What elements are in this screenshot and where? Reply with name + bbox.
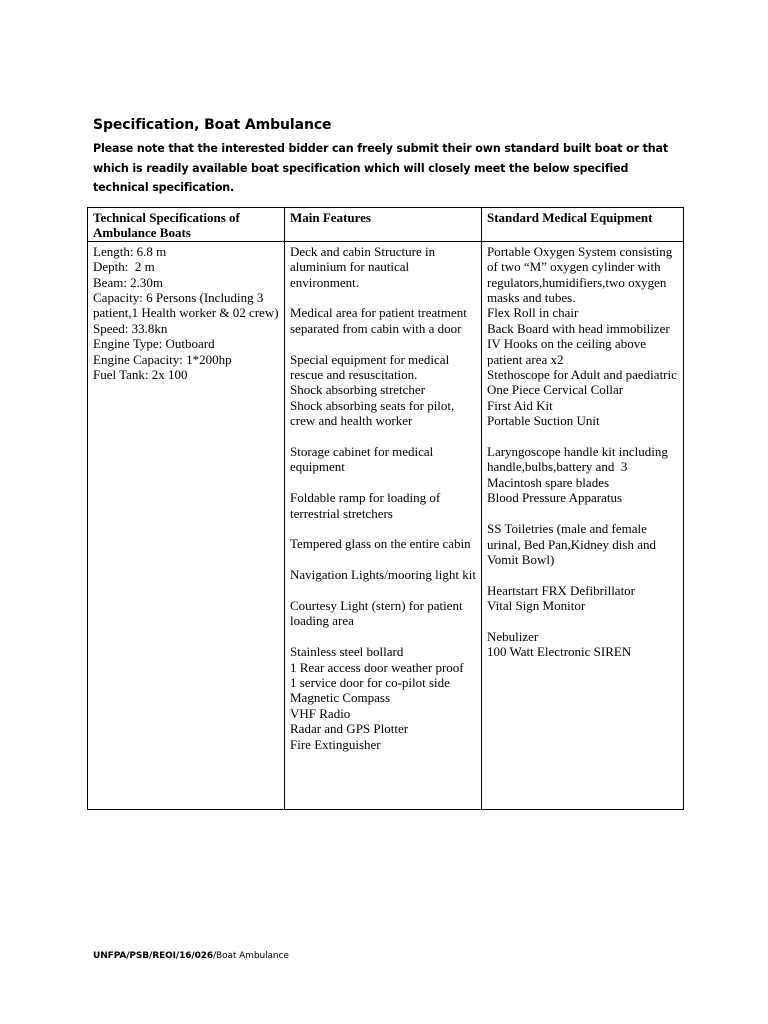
equipment-line: IV Hooks on the ceiling above patient area x2 <box>487 336 650 367</box>
spec-line: Beam: 2.30m <box>93 274 164 290</box>
blank-line <box>290 290 476 305</box>
equipment-line: Flex Roll in chair <box>487 305 579 321</box>
spec-line: Depth: 2 m <box>93 259 155 275</box>
equipment-line: First Aid Kit <box>487 397 553 413</box>
blank-line <box>487 614 678 629</box>
spec-line: Capacity: 6 Persons (Including 3 patient,1 Health worker & 02 crew) <box>93 290 279 321</box>
feature-line: Courtesy Light (stern) for patient loading area <box>290 598 466 629</box>
spec-line: Speed: 33.8kn <box>93 320 168 336</box>
header-standard-medical-equipment: Standard Medical Equipment <box>482 208 684 242</box>
blank-line <box>290 429 476 444</box>
footer-reference: UNFPA/PSB/REOI/16/026 <box>93 951 214 961</box>
feature-line: Tempered glass on the entire cabin <box>290 536 471 552</box>
blank-line <box>487 429 678 444</box>
feature-line: Navigation Lights/mooring light kit <box>290 567 476 583</box>
header-main-features: Main Features <box>285 208 482 242</box>
table-row <box>88 241 684 809</box>
spec-line: Engine Capacity: 1*200hp <box>93 351 232 367</box>
header-technical-specifications: Technical Specifications of Ambulance Boats <box>88 208 285 242</box>
page-footer <box>93 951 289 961</box>
blank-line <box>290 583 476 598</box>
feature-line: Shock absorbing stretcher <box>290 382 426 398</box>
feature-line: Special equipment for medical rescue and resuscitation. <box>290 351 453 383</box>
feature-line: Deck and cabin Structure in aluminium for nautical environment. <box>290 243 439 290</box>
feature-line: Storage cabinet for medical equipment <box>290 444 437 475</box>
equipment-line: Heartstart FRX Defibrillator <box>487 582 636 598</box>
main-features-cell <box>285 241 482 809</box>
feature-line: Medical area for patient treatment separated from cabin with a door <box>290 305 471 336</box>
equipment-line: Blood Pressure Apparatus <box>487 490 623 506</box>
blank-line <box>487 567 678 582</box>
feature-line: 1 service door for co-pilot side <box>290 675 450 691</box>
spec-line: Engine Type: Outboard <box>93 336 215 352</box>
feature-line: Stainless steel bollard <box>290 644 404 660</box>
feature-line: Magnetic Compass <box>290 690 391 706</box>
blank-line <box>487 506 678 521</box>
equipment-line: Stethoscope for Adult and paediatric <box>487 367 677 383</box>
feature-line: VHF Radio <box>290 705 351 721</box>
blank-line <box>290 629 476 644</box>
blank-line <box>290 475 476 490</box>
equipment-line: One Piece Cervical Collar <box>487 382 624 398</box>
spec-line: Length: 6.8 m <box>93 243 167 259</box>
feature-line: Fire Extinguisher <box>290 736 381 752</box>
feature-line: Radar and GPS Plotter <box>290 721 409 737</box>
equipment-line: Vital Sign Monitor <box>487 598 586 614</box>
table-header-row <box>88 208 684 242</box>
feature-line: 1 Rear access door weather proof <box>290 659 464 675</box>
equipment-line: 100 Watt Electronic SIREN <box>487 644 632 660</box>
technical-specifications-cell <box>88 241 285 809</box>
specification-table <box>87 207 684 810</box>
blank-line <box>290 336 476 351</box>
equipment-line: Back Board with head immobilizer <box>487 320 670 336</box>
equipment-line: Nebulizer <box>487 628 539 644</box>
equipment-line: Laryngoscope handle kit including handle,bulbs,battery and 3 Macintosh spare blades <box>487 444 672 490</box>
medical-equipment-cell <box>482 241 684 809</box>
equipment-line: Portable Suction Unit <box>487 413 600 429</box>
footer-label: /Boat Ambulance <box>213 951 289 961</box>
intro-note: Please note that the interested bidder can freely submit their own standard built boat or that which is readily available boat specification which will closely meet the below specified technical specification. <box>93 142 669 194</box>
feature-line: Foldable ramp for loading of terrestrial stretchers <box>290 490 444 521</box>
document-title: Specification, Boat Ambulance <box>93 117 332 133</box>
blank-line <box>290 552 476 567</box>
equipment-line: Portable Oxygen System consisting of two “M” oxygen cylinder with regulators,humidifiers,two oxygen masks and tubes. <box>487 243 676 306</box>
spec-line: Fuel Tank: 2x 100 <box>93 367 188 383</box>
blank-line <box>290 521 476 536</box>
feature-line: Shock absorbing seats for pilot, crew and health worker <box>290 397 458 429</box>
equipment-line: SS Toiletries (male and female urinal, Bed Pan,Kidney dish and Vomit Bowl) <box>487 521 659 567</box>
